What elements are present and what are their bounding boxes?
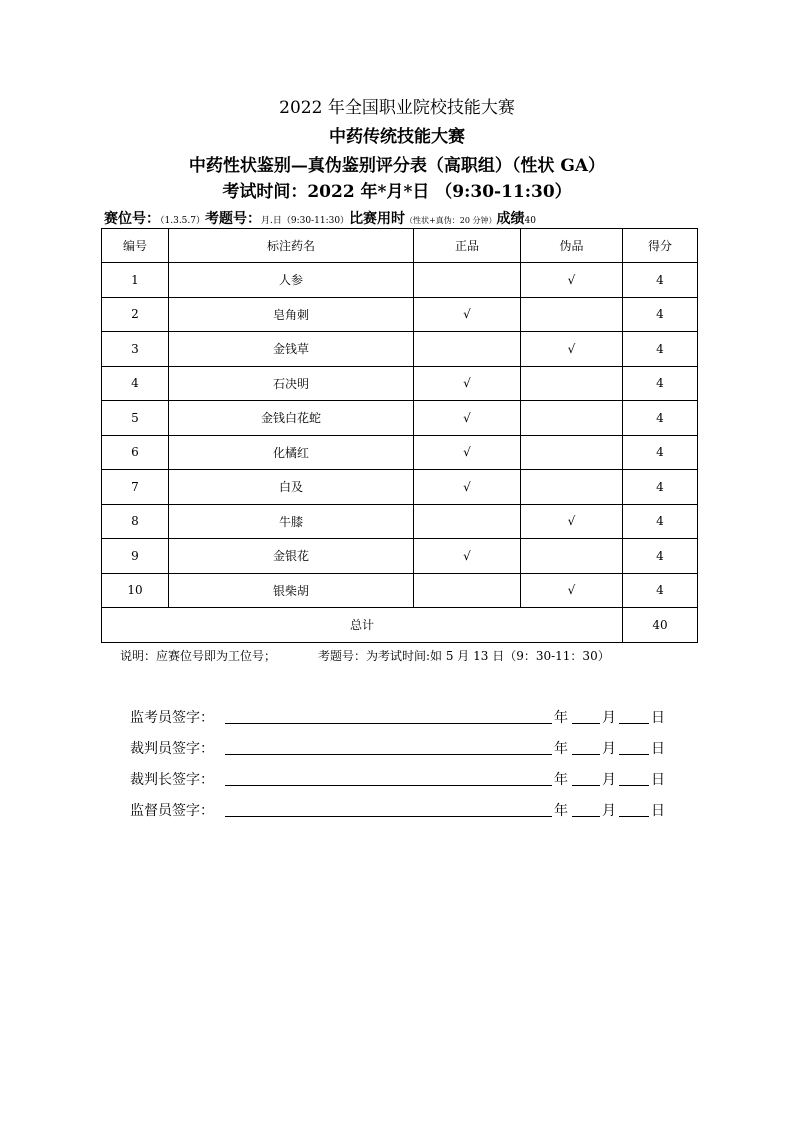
table-row bbox=[102, 332, 698, 367]
cell-no: 2 bbox=[102, 297, 169, 332]
cell-score: 4 bbox=[623, 573, 698, 608]
header-name: 标注药名 bbox=[169, 229, 414, 263]
time-label: 比赛用时 bbox=[349, 211, 406, 227]
cell-genuine: √ bbox=[414, 297, 521, 332]
table-row bbox=[102, 539, 698, 574]
cell-no: 3 bbox=[102, 332, 169, 367]
cell-genuine bbox=[414, 332, 521, 367]
cell-score: 4 bbox=[623, 366, 698, 401]
cell-genuine bbox=[414, 573, 521, 608]
cell-fake: √ bbox=[521, 332, 623, 367]
table-row bbox=[102, 470, 698, 505]
event-title: 中药传统技能大赛 bbox=[329, 127, 465, 147]
signature-label: 监考员签字： bbox=[130, 710, 214, 726]
cell-no: 10 bbox=[102, 573, 169, 608]
cell-name: 银柴胡 bbox=[169, 573, 414, 608]
cell-score: 4 bbox=[623, 435, 698, 470]
cell-score: 4 bbox=[623, 470, 698, 505]
day-label: 日 bbox=[651, 741, 665, 757]
table-row bbox=[102, 297, 698, 332]
month-blank[interactable] bbox=[572, 785, 600, 786]
year-label: 年 bbox=[554, 803, 568, 819]
cell-score: 4 bbox=[623, 297, 698, 332]
header-fake: 伪品 bbox=[521, 229, 623, 263]
score-value: 40 bbox=[524, 216, 536, 226]
cell-score: 4 bbox=[623, 401, 698, 436]
total-label: 总计 bbox=[102, 608, 623, 643]
table-row bbox=[102, 366, 698, 401]
cell-no: 5 bbox=[102, 401, 169, 436]
signature-line[interactable] bbox=[225, 723, 552, 724]
table-row bbox=[102, 435, 698, 470]
cell-name: 牛膝 bbox=[169, 504, 414, 539]
day-blank[interactable] bbox=[619, 754, 649, 755]
cell-genuine: √ bbox=[414, 435, 521, 470]
cell-genuine bbox=[414, 263, 521, 298]
time-value: （性状+真伪：20 分钟） bbox=[405, 216, 497, 225]
day-label: 日 bbox=[651, 772, 665, 788]
cell-no: 1 bbox=[102, 263, 169, 298]
cell-fake bbox=[521, 470, 623, 505]
cell-score: 4 bbox=[623, 332, 698, 367]
cell-name: 白及 bbox=[169, 470, 414, 505]
year-label: 年 bbox=[554, 741, 568, 757]
header-row bbox=[102, 229, 698, 263]
cell-fake: √ bbox=[521, 504, 623, 539]
signature-line[interactable] bbox=[225, 785, 552, 786]
cell-no: 6 bbox=[102, 435, 169, 470]
cell-fake bbox=[521, 401, 623, 436]
cell-fake bbox=[521, 366, 623, 401]
cell-fake bbox=[521, 539, 623, 574]
cell-name: 皂角刺 bbox=[169, 297, 414, 332]
table-row bbox=[102, 263, 698, 298]
day-label: 日 bbox=[651, 803, 665, 819]
month-blank[interactable] bbox=[572, 754, 600, 755]
total-value: 40 bbox=[623, 608, 698, 643]
header-score: 得分 bbox=[623, 229, 698, 263]
cell-genuine: √ bbox=[414, 366, 521, 401]
cell-name: 金钱白花蛇 bbox=[169, 401, 414, 436]
cell-name: 金银花 bbox=[169, 539, 414, 574]
year-label: 年 bbox=[554, 772, 568, 788]
cell-genuine: √ bbox=[414, 401, 521, 436]
cell-score: 4 bbox=[623, 263, 698, 298]
competition-title: 2022 年全国职业院校技能大赛 bbox=[279, 98, 515, 118]
exam-label: 考题号： bbox=[205, 211, 261, 227]
cell-no: 8 bbox=[102, 504, 169, 539]
day-blank[interactable] bbox=[619, 816, 649, 817]
cell-fake: √ bbox=[521, 263, 623, 298]
cell-genuine: √ bbox=[414, 470, 521, 505]
score-label: 成绩 bbox=[496, 211, 525, 227]
score-table bbox=[101, 228, 698, 643]
cell-no: 9 bbox=[102, 539, 169, 574]
cell-score: 4 bbox=[623, 504, 698, 539]
cell-fake: √ bbox=[521, 573, 623, 608]
exam-time: 考试时间：2022 年*月*日 （9:30-11:30） bbox=[222, 182, 572, 202]
signature-line[interactable] bbox=[225, 754, 552, 755]
cell-name: 人参 bbox=[169, 263, 414, 298]
total-row bbox=[102, 608, 698, 643]
header-no: 编号 bbox=[102, 229, 169, 263]
signature-label: 裁判长签字： bbox=[130, 772, 214, 788]
cell-fake bbox=[521, 297, 623, 332]
day-label: 日 bbox=[651, 710, 665, 726]
seat-label: 赛位号： bbox=[104, 211, 160, 227]
month-label: 月 bbox=[602, 710, 616, 726]
cell-score: 4 bbox=[623, 539, 698, 574]
cell-no: 4 bbox=[102, 366, 169, 401]
year-label: 年 bbox=[554, 710, 568, 726]
explanation-note: 说明：应赛位号即为工位号； 考题号：为考试时间:如 5 月 13 日（9：30-11：30） bbox=[120, 649, 610, 663]
day-blank[interactable] bbox=[619, 785, 649, 786]
table-row bbox=[102, 573, 698, 608]
month-label: 月 bbox=[602, 741, 616, 757]
info-line bbox=[104, 211, 704, 229]
cell-name: 化橘红 bbox=[169, 435, 414, 470]
month-label: 月 bbox=[602, 772, 616, 788]
table-row bbox=[102, 401, 698, 436]
cell-genuine bbox=[414, 504, 521, 539]
cell-fake bbox=[521, 435, 623, 470]
signature-label: 监督员签字： bbox=[130, 803, 214, 819]
month-blank[interactable] bbox=[572, 723, 600, 724]
table-row bbox=[102, 504, 698, 539]
day-blank[interactable] bbox=[619, 723, 649, 724]
cell-name: 金钱草 bbox=[169, 332, 414, 367]
signature-line[interactable] bbox=[225, 816, 552, 817]
header-genuine: 正品 bbox=[414, 229, 521, 263]
signature-label: 裁判员签字： bbox=[130, 741, 214, 757]
cell-genuine: √ bbox=[414, 539, 521, 574]
cell-name: 石决明 bbox=[169, 366, 414, 401]
month-label: 月 bbox=[602, 803, 616, 819]
month-blank[interactable] bbox=[572, 816, 600, 817]
form-title: 中药性状鉴别—真伪鉴别评分表（高职组）（性状 GA） bbox=[188, 156, 606, 176]
seat-value: （1.3.5.7） bbox=[160, 216, 205, 226]
cell-no: 7 bbox=[102, 470, 169, 505]
exam-value: 月.日（9:30-11:30） bbox=[261, 216, 350, 226]
